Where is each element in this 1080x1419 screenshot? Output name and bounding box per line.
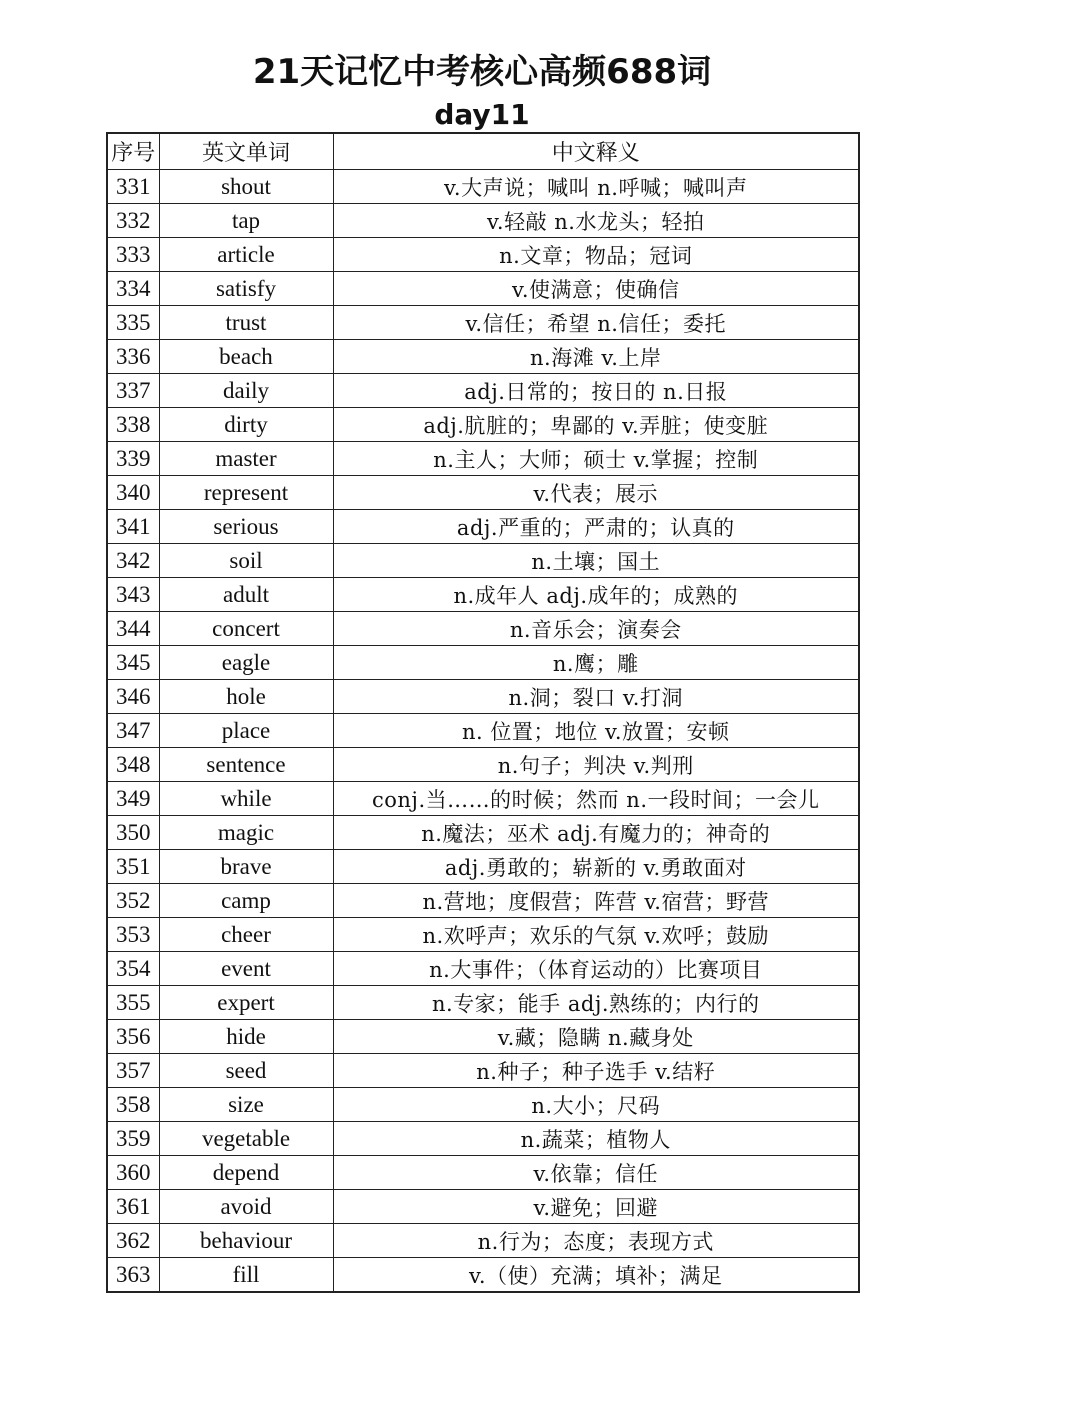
chinese-meaning: v.（使）充满；填补；满足 [333, 1258, 859, 1293]
english-word: brave [159, 850, 333, 884]
table-row [107, 748, 859, 782]
row-number: 335 [107, 306, 159, 340]
row-number: 361 [107, 1190, 159, 1224]
row-number: 359 [107, 1122, 159, 1156]
table-row [107, 272, 859, 306]
chinese-meaning: n.营地；度假营；阵营 v.宿营；野营 [333, 884, 859, 918]
chinese-meaning: v.轻敲 n.水龙头；轻拍 [333, 204, 859, 238]
english-word: seed [159, 1054, 333, 1088]
english-word: adult [159, 578, 333, 612]
row-number: 340 [107, 476, 159, 510]
table-row [107, 952, 859, 986]
english-word: hole [159, 680, 333, 714]
chinese-meaning: n.洞；裂口 v.打洞 [333, 680, 859, 714]
row-number: 337 [107, 374, 159, 408]
table-row [107, 646, 859, 680]
chinese-meaning: v.依靠；信任 [333, 1156, 859, 1190]
table-row [107, 238, 859, 272]
table-row [107, 612, 859, 646]
table-row [107, 510, 859, 544]
english-word: eagle [159, 646, 333, 680]
english-word: concert [159, 612, 333, 646]
english-word: dirty [159, 408, 333, 442]
row-number: 347 [107, 714, 159, 748]
chinese-meaning: adj.严重的；严肃的；认真的 [333, 510, 859, 544]
chinese-meaning: n.音乐会；演奏会 [333, 612, 859, 646]
table-row [107, 442, 859, 476]
row-number: 334 [107, 272, 159, 306]
table-row [107, 816, 859, 850]
english-word: represent [159, 476, 333, 510]
english-word: shout [159, 170, 333, 204]
chinese-meaning: v.大声说；喊叫 n.呼喊；喊叫声 [333, 170, 859, 204]
vocabulary-table [106, 132, 860, 1293]
chinese-meaning: n. 位置；地位 v.放置；安顿 [333, 714, 859, 748]
table-row [107, 884, 859, 918]
row-number: 349 [107, 782, 159, 816]
row-number: 345 [107, 646, 159, 680]
table-header-row [107, 133, 859, 170]
english-word: vegetable [159, 1122, 333, 1156]
chinese-meaning: n.大小；尺码 [333, 1088, 859, 1122]
table-row [107, 476, 859, 510]
row-number: 332 [107, 204, 159, 238]
english-word: expert [159, 986, 333, 1020]
header-english-word: 英文单词 [159, 133, 333, 170]
english-word: daily [159, 374, 333, 408]
english-word: hide [159, 1020, 333, 1054]
table-row [107, 1258, 859, 1293]
chinese-meaning: adj.日常的；按日的 n.日报 [333, 374, 859, 408]
chinese-meaning: n.海滩 v.上岸 [333, 340, 859, 374]
row-number: 362 [107, 1224, 159, 1258]
english-word: master [159, 442, 333, 476]
chinese-meaning: adj.肮脏的；卑鄙的 v.弄脏；使变脏 [333, 408, 859, 442]
chinese-meaning: n.句子；判决 v.判刑 [333, 748, 859, 782]
page-title: 21天记忆中考核心高频688词 [252, 52, 712, 92]
english-word: serious [159, 510, 333, 544]
table-row [107, 1156, 859, 1190]
table-row [107, 578, 859, 612]
english-word: magic [159, 816, 333, 850]
row-number: 352 [107, 884, 159, 918]
row-number: 348 [107, 748, 159, 782]
english-word: cheer [159, 918, 333, 952]
table-row [107, 340, 859, 374]
english-word: camp [159, 884, 333, 918]
table-row [107, 1190, 859, 1224]
chinese-meaning: n.欢呼声；欢乐的气氛 v.欢呼；鼓励 [333, 918, 859, 952]
row-number: 333 [107, 238, 159, 272]
table-row [107, 544, 859, 578]
chinese-meaning: conj.当……的时候；然而 n.一段时间；一会儿 [333, 782, 859, 816]
row-number: 358 [107, 1088, 159, 1122]
chinese-meaning: n.大事件；（体育运动的）比赛项目 [333, 952, 859, 986]
row-number: 351 [107, 850, 159, 884]
row-number: 336 [107, 340, 159, 374]
row-number: 341 [107, 510, 159, 544]
table-row [107, 918, 859, 952]
table-row [107, 1020, 859, 1054]
english-word: fill [159, 1258, 333, 1293]
row-number: 360 [107, 1156, 159, 1190]
english-word: behaviour [159, 1224, 333, 1258]
chinese-meaning: v.使满意；使确信 [333, 272, 859, 306]
chinese-meaning: n.成年人 adj.成年的；成熟的 [333, 578, 859, 612]
table-row [107, 306, 859, 340]
row-number: 343 [107, 578, 159, 612]
header-number: 序号 [107, 133, 159, 170]
english-word: depend [159, 1156, 333, 1190]
header-chinese-meaning: 中文释义 [333, 133, 859, 170]
row-number: 344 [107, 612, 159, 646]
chinese-meaning: n.文章；物品；冠词 [333, 238, 859, 272]
english-word: soil [159, 544, 333, 578]
chinese-meaning: n.主人；大师；硕士 v.掌握；控制 [333, 442, 859, 476]
english-word: tap [159, 204, 333, 238]
table-row [107, 1224, 859, 1258]
table-row [107, 408, 859, 442]
english-word: avoid [159, 1190, 333, 1224]
chinese-meaning: v.避免；回避 [333, 1190, 859, 1224]
chinese-meaning: v.藏；隐瞒 n.藏身处 [333, 1020, 859, 1054]
page-subtitle: day11 [434, 98, 530, 131]
chinese-meaning: v.信任；希望 n.信任；委托 [333, 306, 859, 340]
row-number: 363 [107, 1258, 159, 1293]
row-number: 354 [107, 952, 159, 986]
chinese-meaning: n.蔬菜；植物人 [333, 1122, 859, 1156]
chinese-meaning: n.土壤；国土 [333, 544, 859, 578]
english-word: article [159, 238, 333, 272]
row-number: 355 [107, 986, 159, 1020]
table-row [107, 1122, 859, 1156]
chinese-meaning: v.代表；展示 [333, 476, 859, 510]
table-body [107, 170, 859, 1293]
english-word: beach [159, 340, 333, 374]
row-number: 339 [107, 442, 159, 476]
table-row [107, 374, 859, 408]
row-number: 356 [107, 1020, 159, 1054]
row-number: 350 [107, 816, 159, 850]
chinese-meaning: n.魔法；巫术 adj.有魔力的；神奇的 [333, 816, 859, 850]
english-word: event [159, 952, 333, 986]
row-number: 353 [107, 918, 159, 952]
chinese-meaning: n.鹰；雕 [333, 646, 859, 680]
english-word: trust [159, 306, 333, 340]
row-number: 346 [107, 680, 159, 714]
table-row [107, 714, 859, 748]
table-row [107, 170, 859, 204]
row-number: 331 [107, 170, 159, 204]
english-word: size [159, 1088, 333, 1122]
table-row [107, 782, 859, 816]
english-word: satisfy [159, 272, 333, 306]
table-row [107, 1054, 859, 1088]
table-row [107, 204, 859, 238]
table-row [107, 850, 859, 884]
table-row [107, 986, 859, 1020]
table-row [107, 680, 859, 714]
chinese-meaning: n.行为；态度；表现方式 [333, 1224, 859, 1258]
chinese-meaning: adj.勇敢的；崭新的 v.勇敢面对 [333, 850, 859, 884]
chinese-meaning: n.专家；能手 adj.熟练的；内行的 [333, 986, 859, 1020]
chinese-meaning: n.种子；种子选手 v.结籽 [333, 1054, 859, 1088]
english-word: sentence [159, 748, 333, 782]
table-row [107, 1088, 859, 1122]
english-word: place [159, 714, 333, 748]
row-number: 357 [107, 1054, 159, 1088]
row-number: 342 [107, 544, 159, 578]
row-number: 338 [107, 408, 159, 442]
english-word: while [159, 782, 333, 816]
